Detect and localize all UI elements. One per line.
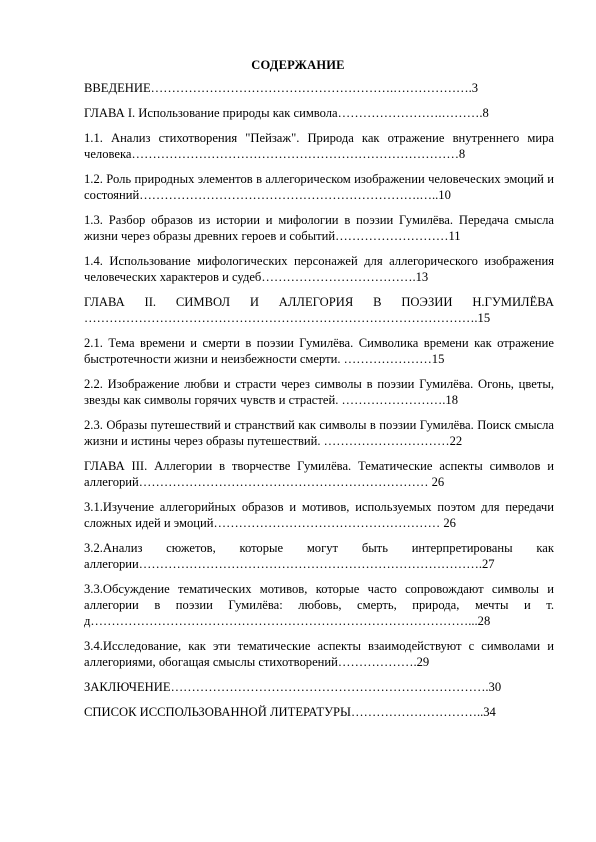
- toc-entry: 1.1. Анализ стихотворения "Пейзаж". Природа как отражение внутреннего мира человека……………………………………………………………………8: [84, 131, 554, 161]
- toc-entry: 3.1.Изучение аллегорийных образов и мотивов, используемых поэтом для передачи сложных идей и эмоций……………………………………………… 26: [84, 500, 554, 530]
- toc-entry: ВВЕДЕНИЕ………………………………………………….……………….3: [84, 81, 479, 95]
- toc-entry: СПИСОК ИССПОЛЬЗОВАННОЙ ЛИТЕРАТУРЫ…………………………..34: [84, 705, 496, 719]
- toc-entry: ГЛАВА I. Использование природы как символа…………………….……….8: [84, 106, 489, 120]
- toc-entry: ГЛАВА II. СИМВОЛ И АЛЛЕГОРИЯ В ПОЭЗИИ Н.ГУМИЛЁВА ………………………………………………………………………………….15: [84, 295, 554, 325]
- toc-entry: 2.3. Образы путешествий и странствий как символы в поэзии Гумилёва. Поиск смысла жизни и истины через образы путешествий. …………………………22: [84, 418, 554, 448]
- toc-entry: 3.4.Исследование, как эти тематические аспекты взаимодействуют с символами и аллегориями, обогащая смыслы стихотворений……………….29: [84, 639, 554, 669]
- table-of-contents: [84, 80, 554, 729]
- toc-entry: 1.2. Роль природных элементов в аллегорическом изображении человеческих эмоций и состояний………………………………………………………….…..10: [84, 172, 554, 202]
- toc-entry: 2.1. Тема времени и смерти в поэзии Гумилёва. Символика времени как отражение быстротечности жизни и неизбежности смерти. …………………15: [84, 336, 554, 366]
- toc-entry: ГЛАВА III. Аллегории в творчестве Гумилёва. Тематические аспекты символов и аллегорий…………………………………………………………… 26: [84, 459, 554, 489]
- toc-entry: 3.2.Анализ сюжетов, которые могут быть интерпретированы как аллегории……………………………………………………………………….27: [84, 541, 554, 571]
- toc-entry: 2.2. Изображение любви и страсти через символы в поэзии Гумилёва. Огонь, цветы, звезды как символы горячих чувств и страстей. …………………….18: [84, 377, 554, 407]
- toc-entry: 1.4. Использование мифологических персонажей для аллегорического изображения человеческих характеров и судеб……………………………….13: [84, 254, 554, 284]
- toc-entry: 3.3.Обсуждение тематических мотивов, которые часто сопровождают символы и аллегории в поэзии Гумилёва: любовь, смерть, природа, мечты и т. д………………………………………………………………………………...28: [84, 582, 554, 628]
- toc-entry: ЗАКЛЮЧЕНИЕ………………………………………………………………….30: [84, 680, 502, 694]
- toc-entry: 1.3. Разбор образов из истории и мифологии в поэзии Гумилёва. Передача смысла жизни через образы древних героев и событий………………………11: [84, 213, 554, 243]
- page-title: СОДЕРЖАНИЕ: [251, 58, 345, 72]
